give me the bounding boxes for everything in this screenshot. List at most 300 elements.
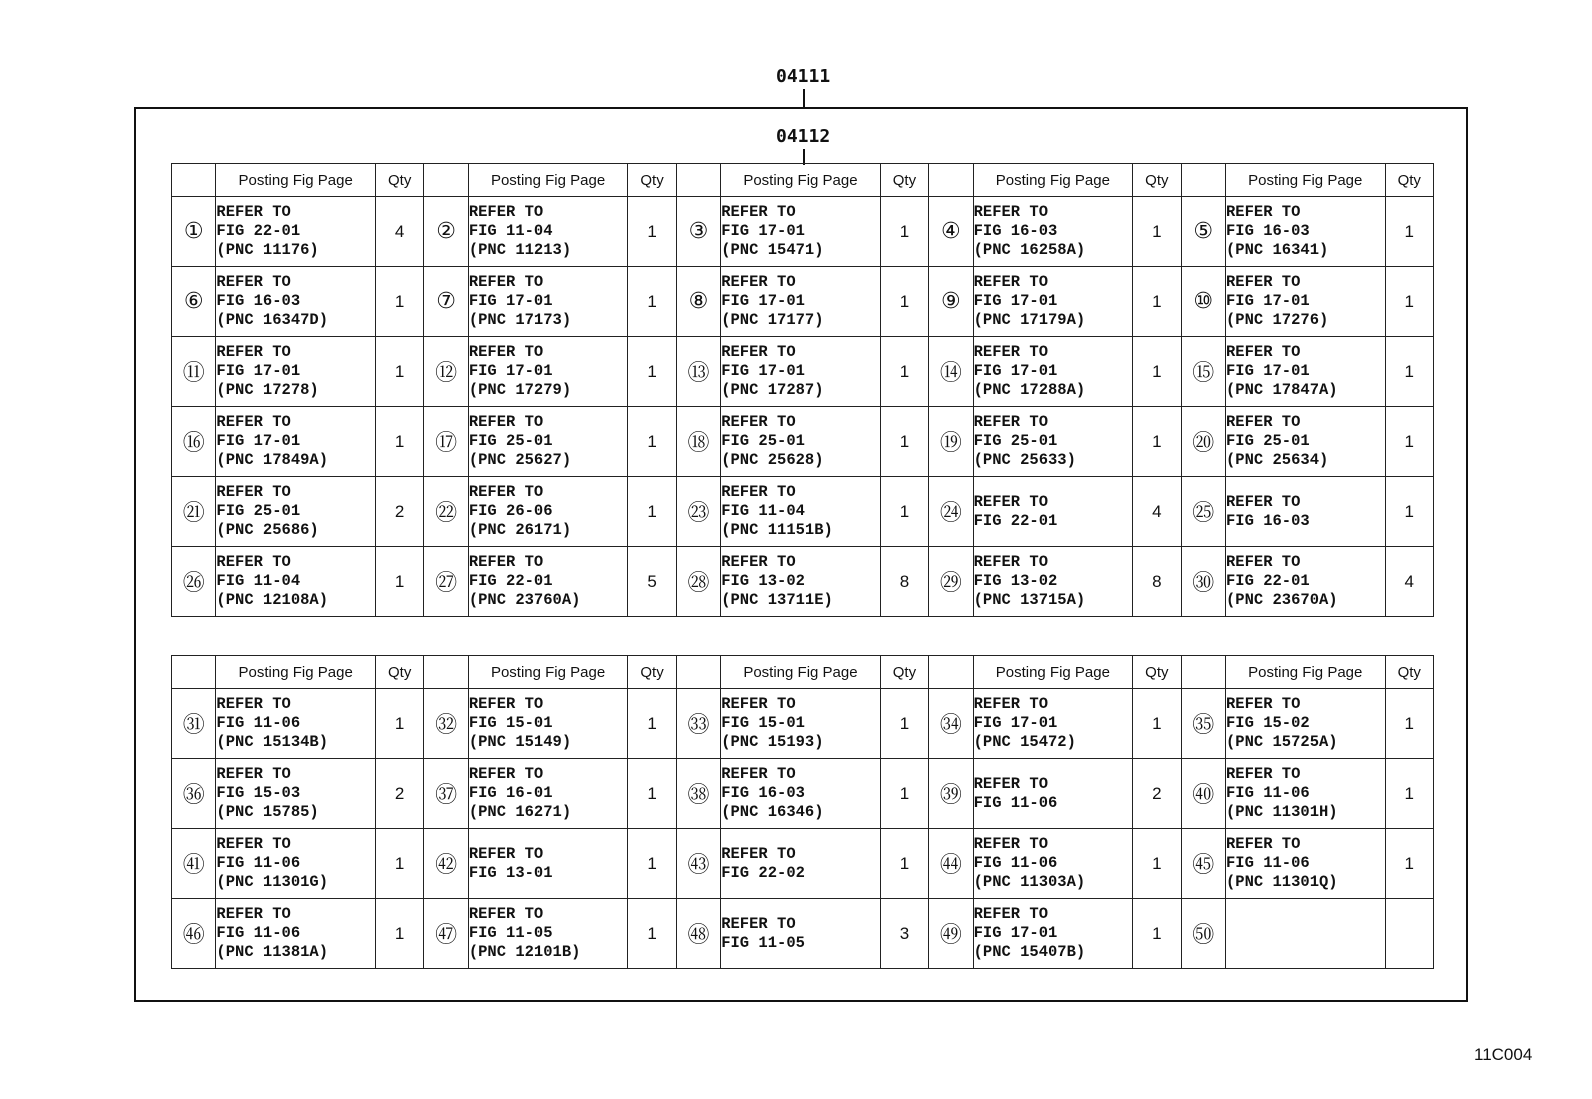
reference-cell: [973, 197, 1133, 267]
quantity-cell: 1: [1385, 337, 1434, 407]
reference-cell: [468, 689, 628, 759]
header-blank-cell: [424, 164, 468, 197]
item-number-badge: ㊵: [1181, 759, 1225, 829]
header-blank-cell: [1181, 656, 1225, 689]
reference-cell: [973, 829, 1133, 899]
reference-line: REFER TO: [468, 553, 544, 571]
reference-line: FIG 11-06: [216, 714, 301, 732]
reference-cell: [1225, 759, 1385, 829]
item-number-badge: ㊿: [1181, 899, 1225, 969]
reference-line: (PNC 11303A): [973, 873, 1086, 891]
item-number-badge: ㉘: [676, 547, 720, 617]
header-posting-fig-page: Posting Fig Page: [721, 656, 881, 689]
reference-line: FIG 25-01: [721, 432, 805, 450]
quantity-cell: 1: [1385, 689, 1434, 759]
item-number-badge: ㉔: [929, 477, 973, 547]
item-number-badge: ⑮: [1181, 337, 1225, 407]
table-row: [172, 899, 1434, 969]
quantity-cell: 1: [880, 689, 928, 759]
reference-line: REFER TO: [973, 343, 1049, 361]
reference-cell: [721, 829, 881, 899]
reference-line: (PNC 17173): [468, 311, 572, 329]
reference-line: (PNC 17288A): [973, 381, 1086, 399]
reference-cell: [468, 267, 628, 337]
header-qty: Qty: [628, 656, 676, 689]
item-number-badge: ㉑: [172, 477, 216, 547]
reference-cell: [1225, 477, 1385, 547]
reference-line: REFER TO: [216, 835, 291, 853]
reference-line: FIG 22-01: [216, 222, 301, 240]
reference-cell: [216, 337, 376, 407]
item-number-badge: ㊷: [424, 829, 468, 899]
reference-line: REFER TO: [468, 413, 544, 431]
reference-cell: [216, 547, 376, 617]
reference-line: FIG 15-01: [468, 714, 553, 732]
reference-line: REFER TO: [216, 203, 291, 221]
reference-cell: [1225, 829, 1385, 899]
header-posting-fig-page: Posting Fig Page: [721, 164, 881, 197]
reference-line: FIG 17-01: [1225, 362, 1310, 380]
reference-line: REFER TO: [973, 413, 1049, 431]
item-number-badge: ㊹: [929, 829, 973, 899]
quantity-cell: 1: [375, 829, 423, 899]
reference-line: FIG 16-03: [216, 292, 301, 310]
reference-line: (PNC 17287): [721, 381, 824, 399]
reference-line: REFER TO: [1225, 553, 1301, 571]
quantity-cell: 8: [880, 547, 928, 617]
reference-line: REFER TO: [1225, 273, 1301, 291]
reference-cell: [1225, 267, 1385, 337]
reference-line: (PNC 11301H): [1225, 803, 1338, 821]
reference-line: REFER TO: [468, 343, 544, 361]
reference-line: (PNC 13711E): [721, 591, 833, 609]
reference-line: FIG 13-01: [468, 863, 553, 882]
quantity-cell: 4: [375, 197, 423, 267]
reference-cell: [973, 267, 1133, 337]
reference-line: REFER TO: [721, 203, 796, 221]
reference-line: FIG 22-01: [468, 572, 553, 590]
quantity-cell: 1: [1385, 407, 1434, 477]
reference-line: (PNC 16271): [468, 803, 572, 821]
reference-line: (PNC 25634): [1225, 451, 1329, 469]
item-number-badge: ㊾: [929, 899, 973, 969]
header-qty: Qty: [375, 164, 423, 197]
reference-line: (PNC 12108A): [216, 591, 329, 609]
quantity-cell: 8: [1133, 547, 1181, 617]
quantity-cell: 1: [628, 407, 676, 477]
reference-cell: [1225, 407, 1385, 477]
reference-cell: [468, 547, 628, 617]
quantity-cell: 1: [375, 407, 423, 477]
quantity-cell: 1: [1385, 829, 1434, 899]
quantity-cell: 1: [880, 267, 928, 337]
header-qty: Qty: [1385, 164, 1434, 197]
reference-line: (PNC 17279): [468, 381, 572, 399]
reference-cell: [721, 477, 881, 547]
item-number-badge: ⑩: [1181, 267, 1225, 337]
reference-line: (PNC 17179A): [973, 311, 1086, 329]
item-number-badge: ⑬: [676, 337, 720, 407]
reference-line: REFER TO: [1225, 203, 1301, 221]
item-number-badge: ㉚: [1181, 547, 1225, 617]
table-row: [172, 267, 1434, 337]
header-row: [172, 656, 1434, 689]
reference-line: (PNC 23670A): [1225, 591, 1338, 609]
reference-line: REFER TO: [468, 203, 544, 221]
reference-line: REFER TO: [721, 413, 796, 431]
header-posting-fig-page: Posting Fig Page: [973, 656, 1133, 689]
item-number-badge: ⑪: [172, 337, 216, 407]
header-qty: Qty: [1385, 656, 1434, 689]
table-row: [172, 759, 1434, 829]
parts-table-top: [171, 163, 1434, 617]
quantity-cell: 1: [880, 197, 928, 267]
reference-line: REFER TO: [973, 695, 1049, 713]
reference-line: (PNC 11151B): [721, 521, 833, 539]
quantity-cell: 2: [375, 759, 423, 829]
reference-line: REFER TO: [721, 695, 796, 713]
reference-line: FIG 11-05: [468, 924, 553, 942]
reference-line: FIG 17-01: [1225, 292, 1310, 310]
reference-line: REFER TO: [216, 343, 291, 361]
reference-line: FIG 17-01: [973, 714, 1058, 732]
reference-line: (PNC 16347D): [216, 311, 329, 329]
reference-line: (PNC 25686): [216, 521, 319, 539]
quantity-cell: 1: [628, 689, 676, 759]
quantity-cell: 1: [628, 267, 676, 337]
reference-cell: [216, 197, 376, 267]
header-qty: Qty: [628, 164, 676, 197]
reference-cell: [216, 267, 376, 337]
reference-cell: [721, 267, 881, 337]
item-number-badge: ⑰: [424, 407, 468, 477]
reference-line: FIG 17-01: [973, 292, 1058, 310]
reference-cell: [721, 547, 881, 617]
reference-line: FIG 11-04: [721, 502, 805, 520]
reference-line: FIG 11-05: [721, 933, 805, 952]
item-number-badge: ㉞: [929, 689, 973, 759]
item-number-badge: ①: [172, 197, 216, 267]
reference-line: (PNC 15134B): [216, 733, 329, 751]
reference-line: FIG 11-04: [468, 222, 553, 240]
quantity-cell: 1: [375, 267, 423, 337]
reference-line: (PNC 25627): [468, 451, 572, 469]
reference-line: (PNC 16258A): [973, 241, 1086, 259]
reference-line: FIG 17-01: [216, 362, 301, 380]
reference-line: REFER TO: [468, 765, 544, 783]
reference-line: REFER TO: [216, 553, 291, 571]
item-number-badge: ⑧: [676, 267, 720, 337]
reference-line: FIG 15-03: [216, 784, 301, 802]
reference-line: FIG 25-01: [216, 502, 301, 520]
reference-cell: [721, 759, 881, 829]
reference-line: (PNC 25628): [721, 451, 824, 469]
item-number-badge: ④: [929, 197, 973, 267]
item-number-badge: ㉓: [676, 477, 720, 547]
table-row: [172, 477, 1434, 547]
quantity-cell: 1: [880, 759, 928, 829]
reference-line: REFER TO: [721, 273, 796, 291]
reference-line: REFER TO: [1225, 765, 1301, 783]
quantity-cell: 4: [1385, 547, 1434, 617]
item-number-badge: ⑱: [676, 407, 720, 477]
reference-line: REFER TO: [1225, 492, 1301, 511]
reference-line: (PNC 15149): [468, 733, 572, 751]
item-number-badge: ㉗: [424, 547, 468, 617]
quantity-cell: 2: [375, 477, 423, 547]
assembly-code-outer: 04111: [776, 66, 831, 87]
reference-line: (PNC 11381A): [216, 943, 329, 961]
reference-line: FIG 16-03: [721, 784, 805, 802]
reference-line: (PNC 23760A): [468, 591, 581, 609]
reference-line: FIG 17-01: [973, 362, 1058, 380]
header-blank-cell: [929, 164, 973, 197]
item-number-badge: ㊸: [676, 829, 720, 899]
reference-line: FIG 13-02: [973, 572, 1058, 590]
reference-cell: [1225, 547, 1385, 617]
item-number-badge: ㉜: [424, 689, 468, 759]
header-qty: Qty: [375, 656, 423, 689]
reference-cell: [973, 337, 1133, 407]
item-number-badge: ㊽: [676, 899, 720, 969]
reference-line: REFER TO: [721, 844, 796, 863]
reference-line: FIG 11-06: [1225, 784, 1310, 802]
reference-line: REFER TO: [973, 553, 1049, 571]
item-number-badge: ⑭: [929, 337, 973, 407]
item-number-badge: ㉝: [676, 689, 720, 759]
quantity-cell: 2: [1133, 759, 1181, 829]
reference-cell: [216, 689, 376, 759]
reference-cell: [216, 759, 376, 829]
item-number-badge: ⑨: [929, 267, 973, 337]
reference-line: REFER TO: [973, 774, 1049, 793]
reference-line: FIG 16-03: [1225, 511, 1310, 530]
table-row: [172, 547, 1434, 617]
quantity-cell: 1: [880, 829, 928, 899]
reference-cell: [973, 689, 1133, 759]
header-blank-cell: [172, 164, 216, 197]
item-number-badge: ㊺: [1181, 829, 1225, 899]
reference-cell: [973, 759, 1133, 829]
table-row: [172, 197, 1434, 267]
reference-line: FIG 11-04: [216, 572, 301, 590]
item-number-badge: ㊻: [172, 899, 216, 969]
header-qty: Qty: [880, 656, 928, 689]
quantity-cell: 1: [1385, 267, 1434, 337]
header-posting-fig-page: Posting Fig Page: [1225, 656, 1385, 689]
reference-line: REFER TO: [216, 483, 291, 501]
header-blank-cell: [676, 656, 720, 689]
header-posting-fig-page: Posting Fig Page: [468, 164, 628, 197]
reference-cell: [216, 407, 376, 477]
reference-line: REFER TO: [1225, 695, 1301, 713]
item-number-badge: ㉒: [424, 477, 468, 547]
item-number-badge: ㊶: [172, 829, 216, 899]
reference-line: FIG 17-01: [721, 362, 805, 380]
item-number-badge: ③: [676, 197, 720, 267]
reference-line: REFER TO: [721, 343, 796, 361]
reference-line: (PNC 17847A): [1225, 381, 1338, 399]
item-number-badge: ⑦: [424, 267, 468, 337]
quantity-cell: 1: [1133, 407, 1181, 477]
reference-line: REFER TO: [216, 413, 291, 431]
header-qty: Qty: [880, 164, 928, 197]
quantity-cell: 1: [1133, 899, 1181, 969]
header-posting-fig-page: Posting Fig Page: [1225, 164, 1385, 197]
reference-line: FIG 11-06: [1225, 854, 1310, 872]
header-qty: Qty: [1133, 656, 1181, 689]
reference-line: FIG 16-03: [1225, 222, 1310, 240]
header-blank-cell: [424, 656, 468, 689]
reference-line: FIG 11-06: [216, 924, 301, 942]
quantity-cell: 1: [1385, 477, 1434, 547]
leader-line-outer: [803, 89, 805, 108]
quantity-cell: 1: [1385, 759, 1434, 829]
item-number-badge: ⑥: [172, 267, 216, 337]
reference-line: (PNC 15472): [973, 733, 1076, 751]
quantity-cell: 1: [628, 337, 676, 407]
item-number-badge: ②: [424, 197, 468, 267]
reference-line: (PNC 16346): [721, 803, 824, 821]
reference-line: (PNC 11301Q): [1225, 873, 1338, 891]
reference-cell: [1225, 197, 1385, 267]
reference-line: (PNC 17278): [216, 381, 319, 399]
reference-line: FIG 11-06: [973, 793, 1058, 812]
reference-line: FIG 25-01: [973, 432, 1058, 450]
reference-cell: [1225, 337, 1385, 407]
quantity-cell: 1: [375, 547, 423, 617]
reference-cell: [216, 829, 376, 899]
reference-line: REFER TO: [216, 905, 291, 923]
item-number-badge: ⑲: [929, 407, 973, 477]
item-number-badge: ⑤: [1181, 197, 1225, 267]
reference-line: (PNC 15407B): [973, 943, 1086, 961]
reference-line: FIG 22-02: [721, 863, 805, 882]
reference-line: REFER TO: [468, 273, 544, 291]
item-number-badge: ㊼: [424, 899, 468, 969]
quantity-cell: 4: [1133, 477, 1181, 547]
reference-line: REFER TO: [721, 765, 796, 783]
header-posting-fig-page: Posting Fig Page: [216, 164, 376, 197]
header-blank-cell: [676, 164, 720, 197]
reference-line: FIG 11-06: [973, 854, 1058, 872]
reference-line: REFER TO: [973, 835, 1049, 853]
reference-cell: [1225, 689, 1385, 759]
reference-cell: [468, 829, 628, 899]
item-number-badge: ㉖: [172, 547, 216, 617]
reference-line: REFER TO: [216, 695, 291, 713]
reference-cell: [973, 547, 1133, 617]
item-number-badge: ㉕: [1181, 477, 1225, 547]
reference-line: FIG 16-03: [973, 222, 1058, 240]
reference-cell: [721, 337, 881, 407]
reference-line: REFER TO: [973, 203, 1049, 221]
quantity-cell: 1: [375, 689, 423, 759]
quantity-cell: 1: [1133, 829, 1181, 899]
quantity-cell: [1385, 899, 1434, 969]
reference-line: REFER TO: [973, 273, 1049, 291]
header-qty: Qty: [1133, 164, 1181, 197]
reference-cell: [721, 407, 881, 477]
quantity-cell: 1: [628, 829, 676, 899]
reference-line: FIG 17-01: [721, 292, 805, 310]
quantity-cell: 1: [1133, 337, 1181, 407]
quantity-cell: 1: [628, 477, 676, 547]
reference-line: REFER TO: [721, 914, 796, 933]
reference-line: FIG 13-02: [721, 572, 805, 590]
reference-line: (PNC 26171): [468, 521, 572, 539]
reference-cell: [468, 407, 628, 477]
reference-line: FIG 26-06: [468, 502, 553, 520]
item-number-badge: ㊱: [172, 759, 216, 829]
quantity-cell: 1: [375, 337, 423, 407]
table-row: [172, 407, 1434, 477]
reference-line: REFER TO: [973, 905, 1049, 923]
reference-line: (PNC 25633): [973, 451, 1076, 469]
table-row: [172, 829, 1434, 899]
reference-line: REFER TO: [1225, 343, 1301, 361]
reference-line: FIG 17-01: [721, 222, 805, 240]
reference-cell: [721, 197, 881, 267]
quantity-cell: 1: [1133, 197, 1181, 267]
reference-line: REFER TO: [973, 492, 1049, 511]
reference-cell: [468, 337, 628, 407]
header-blank-cell: [1181, 164, 1225, 197]
header-posting-fig-page: Posting Fig Page: [216, 656, 376, 689]
reference-line: REFER TO: [721, 483, 796, 501]
quantity-cell: 1: [628, 759, 676, 829]
reference-line: FIG 17-01: [468, 362, 553, 380]
reference-line: (PNC 11176): [216, 241, 319, 259]
reference-line: FIG 17-01: [468, 292, 553, 310]
reference-line: (PNC 12101B): [468, 943, 581, 961]
quantity-cell: 3: [880, 899, 928, 969]
reference-line: FIG 17-01: [216, 432, 301, 450]
figure-code: 11C004: [1474, 1045, 1533, 1064]
reference-line: (PNC 16341): [1225, 241, 1329, 259]
quantity-cell: 1: [1133, 689, 1181, 759]
quantity-cell: 1: [628, 899, 676, 969]
item-number-badge: ⑯: [172, 407, 216, 477]
reference-cell: [468, 899, 628, 969]
reference-line: FIG 15-02: [1225, 714, 1310, 732]
reference-line: (PNC 17849A): [216, 451, 329, 469]
reference-cell: [973, 899, 1133, 969]
reference-cell: [216, 477, 376, 547]
reference-line: REFER TO: [468, 483, 544, 501]
reference-line: REFER TO: [1225, 413, 1301, 431]
reference-line: FIG 16-01: [468, 784, 553, 802]
reference-line: REFER TO: [468, 695, 544, 713]
header-blank-cell: [929, 656, 973, 689]
reference-cell: [721, 899, 881, 969]
reference-cell: [973, 477, 1133, 547]
reference-line: (PNC 15193): [721, 733, 824, 751]
reference-line: REFER TO: [1225, 835, 1301, 853]
header-row: [172, 164, 1434, 197]
reference-line: (PNC 11213): [468, 241, 572, 259]
quantity-cell: 1: [375, 899, 423, 969]
reference-line: FIG 11-06: [216, 854, 301, 872]
quantity-cell: 1: [880, 477, 928, 547]
reference-line: (PNC 17276): [1225, 311, 1329, 329]
reference-cell: [468, 477, 628, 547]
item-number-badge: ⑫: [424, 337, 468, 407]
item-number-badge: ㊴: [929, 759, 973, 829]
reference-line: (PNC 13715A): [973, 591, 1086, 609]
reference-line: REFER TO: [468, 844, 544, 863]
quantity-cell: 1: [1385, 197, 1434, 267]
